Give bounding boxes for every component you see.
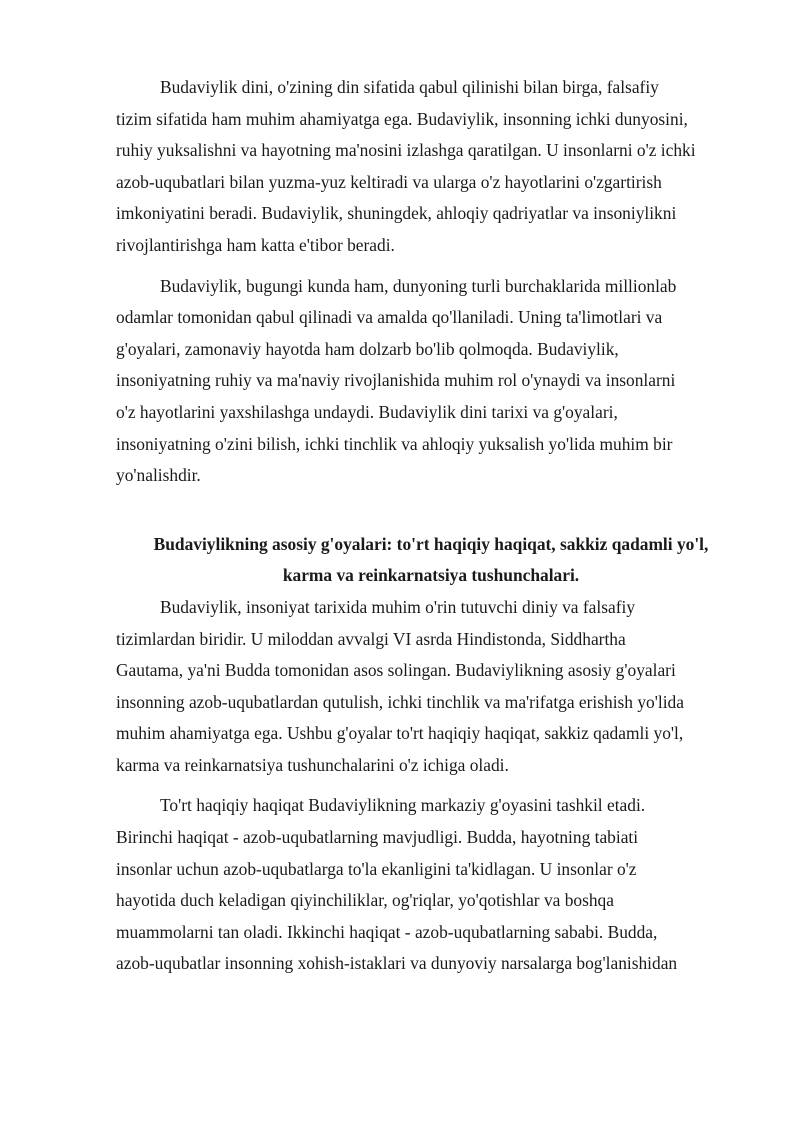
- text-line: tizimlardan biridir. U miloddan avvalgi VI asrda Hindistonda, Siddhartha: [116, 628, 626, 649]
- text-line: muammolarni tan oladi. Ikkinchi haqiqat - azob-uqubatlarning sababi. Budda,: [116, 921, 658, 942]
- text-line: g'oyalari, zamonaviy hayotda ham dolzarb bo'lib qolmoqda. Budaviylik,: [116, 338, 619, 359]
- text-line: tizim sifatida ham muhim ahamiyatga ega. Budaviylik, insonning ichki dunyosini,: [116, 108, 688, 129]
- paragraph-1: [116, 72, 746, 262]
- text-line: Budaviylik, insoniyat tarixida muhim o'rin tutuvchi diniy va falsafiy: [160, 596, 636, 617]
- heading-line: Budaviylikning asosiy g'oyalari: to'rt haqiqiy haqiqat, sakkiz qadamli yo'l,: [153, 533, 709, 554]
- text-line: muhim ahamiyatga ega. Ushbu g'oyalar to'rt haqiqiy haqiqat, sakkiz qadamli yo'l,: [116, 723, 684, 744]
- section-heading: [116, 529, 746, 592]
- text-line: Gautama, ya'ni Budda tomonidan asos solingan. Budaviylikning asosiy g'oyalari: [116, 660, 676, 681]
- text-line: Budaviylik, bugungi kunda ham, dunyoning turli burchaklarida millionlab: [160, 275, 677, 296]
- text-line: azob-uqubatlari bilan yuzma-yuz keltiradi va ularga o'z hayotlarini o'zgartirish: [116, 171, 662, 192]
- text-line: ruhiy yuksalishni va hayotning ma'nosini izlashga qaratilgan. U insonlarni o'z ichki: [116, 140, 696, 161]
- document-page: [116, 72, 746, 989]
- text-line: insonlar uchun azob-uqubatlarga to'la ekanligini ta'kidlagan. U insonlar o'z: [116, 858, 637, 879]
- text-line: insoniyatning o'zini bilish, ichki tinchlik va ahloqiy yuksalish yo'lida muhim bir: [116, 433, 673, 454]
- text-line: Birinchi haqiqat - azob-uqubatlarning mavjudligi. Budda, hayotning tabiati: [116, 827, 639, 848]
- text-line: karma va reinkarnatsiya tushunchalarini o'z ichiga oladi.: [116, 754, 509, 775]
- text-line: o'z hayotlarini yaxshilashga undaydi. Budaviylik dini tarixi va g'oyalari,: [116, 401, 618, 422]
- text-line: insoniyatning ruhiy va ma'naviy rivojlanishida muhim rol o'ynaydi va insonlarni: [116, 370, 676, 391]
- heading-line: karma va reinkarnatsiya tushunchalari.: [282, 565, 580, 586]
- text-line: To'rt haqiqiy haqiqat Budaviylikning markaziy g'oyasini tashkil etadi.: [160, 795, 646, 816]
- text-line: Budaviylik dini, o'zining din sifatida qabul qilinishi bilan birga, falsafiy: [160, 77, 659, 97]
- text-line: rivojlantirishga ham katta e'tibor beradi.: [116, 234, 395, 255]
- paragraph-4: [116, 790, 746, 980]
- text-line: odamlar tomonidan qabul qilinadi va amalda qo'llaniladi. Uning ta'limotlari va: [116, 307, 663, 328]
- paragraph-3: [116, 592, 746, 782]
- text-line: insonning azob-uqubatlardan qutulish, ichki tinchlik va ma'rifatga erishish yo'lida: [116, 691, 684, 712]
- text-line: imkoniyatini beradi. Budaviylik, shuningdek, ahloqiy qadriyatlar va insoniylikni: [116, 203, 677, 224]
- text-line: azob-uqubatlar insonning xohish-istaklari va dunyoviy narsalarga bog'lanishidan: [116, 953, 678, 974]
- paragraph-2: [116, 271, 746, 492]
- text-line: yo'nalishdir.: [116, 465, 201, 486]
- text-line: hayotida duch keladigan qiyinchiliklar, og'riqlar, yo'qotishlar va boshqa: [116, 890, 614, 911]
